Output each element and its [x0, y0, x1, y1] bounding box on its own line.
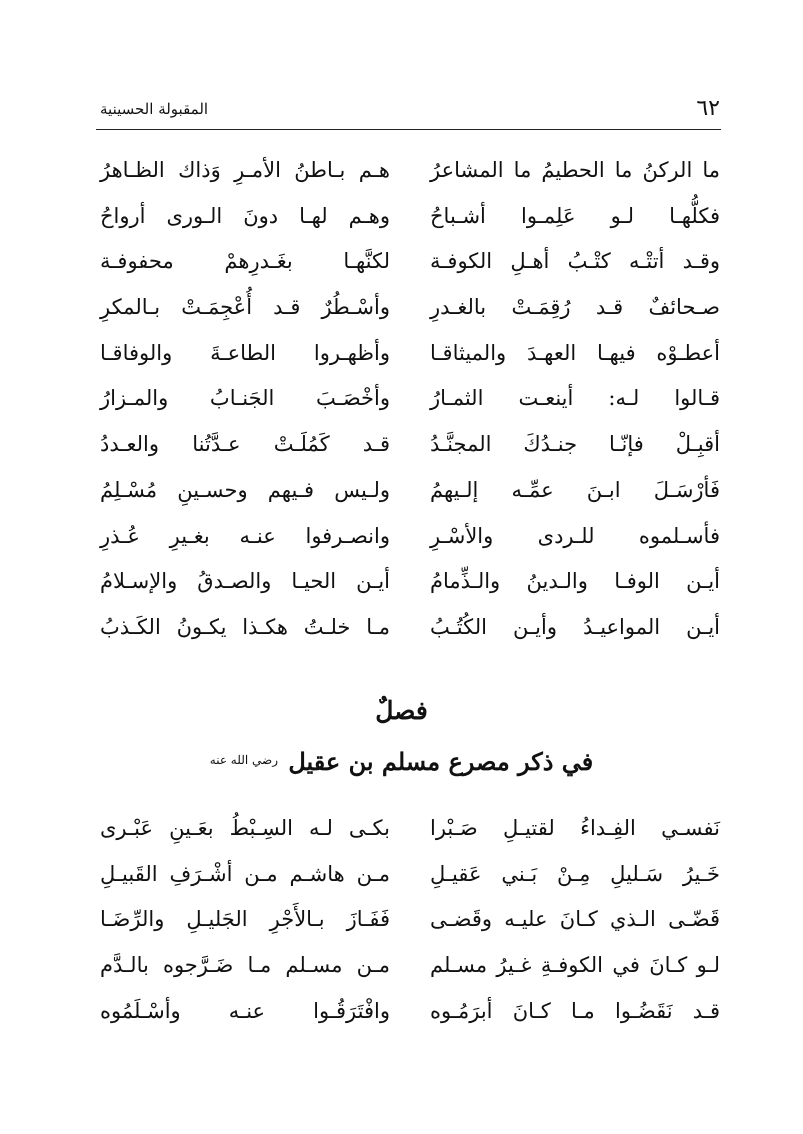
- verse-second-hemistich: ولـيس فـيهم وحسـينِ مُسْـلِمُ: [100, 477, 390, 502]
- verse-line: [100, 470, 720, 516]
- verse-second-hemistich: وهـم لهـا دونَ الـورى أرواحُ: [100, 203, 390, 228]
- section-title: فصلٌ: [375, 696, 428, 725]
- verse-first-hemistich: أيـن الوفـا والـدينُ والـذِّمامُ: [430, 569, 720, 594]
- verse-second-hemistich: أيـن الحيـا والصـدقُ والإسـلامُ: [100, 569, 390, 594]
- verse-first-hemistich: قـالوا لـه: أينعـت الثمـارُ: [430, 386, 720, 411]
- verse-line: [100, 241, 720, 287]
- verse-first-hemistich: قَضّـى الـذي كـانَ عليـه وقَضـى: [430, 907, 720, 932]
- verse-second-hemistich: لكنَّهـا بغَـدرِهمْ محفوفـة: [100, 249, 390, 274]
- verse-line: [100, 287, 720, 333]
- verse-first-hemistich: وقـد أتتْـه كتْـبُ أهـلِ الكوفـة: [430, 249, 720, 274]
- verse-second-hemistich: وأسْـطُرٌ قـد أُعْجِمَـتْ بـالمكرِ: [100, 295, 390, 320]
- verse-line: [100, 196, 720, 242]
- verse-line: [100, 854, 720, 900]
- verse-first-hemistich: نَفسـي الفِـداءُ لقتيـلِ صَـبْرا: [430, 816, 720, 840]
- verse-second-hemistich: فَفَـازَ بـالأَجْرِ الجَليـلِ والرِّضَـا: [100, 907, 390, 932]
- verse-second-hemistich: مـن مسـلم مـا ضَـرَّجوه بالـدَّم: [100, 953, 390, 978]
- verse-first-hemistich: أقبِـلْ فإنّـا جنـدُكَ المجنَّـدُ: [430, 432, 720, 457]
- verse-first-hemistich: صـحائفٌ قـد رُقِمَـتْ بالغـدرِ: [430, 295, 720, 320]
- page-number: ٦٢: [696, 96, 720, 121]
- verse-second-hemistich: مـن هاشـم مـن أشْـرَفِ القَبيـلِ: [100, 861, 390, 886]
- verse-first-hemistich: خَـيرُ سَـليلِ مِـنْ بَـني عَقيـلِ: [430, 861, 720, 886]
- verse-line: [100, 561, 720, 607]
- verse-line: [100, 991, 720, 1037]
- verse-first-hemistich: فكلُّهـا لـو عَلِمـوا أشـباحُ: [430, 203, 720, 228]
- header-rule: [96, 129, 721, 130]
- verse-second-hemistich: وافْتَرَقُـوا عنـه وأسْـلَمُوه: [100, 998, 390, 1023]
- verse-first-hemistich: أيـن المواعيـدُ وأيـن الكُتُـبُ: [430, 614, 720, 639]
- verse-line: [100, 516, 720, 562]
- verse-line: [100, 333, 720, 379]
- verse-second-hemistich: بكـى لـه السِـبْطُ بعَـينِ عَبْـرى: [100, 816, 390, 840]
- verse-first-hemistich: فأسـلموه للـردى والأسْـرِ: [430, 523, 720, 548]
- verse-line: [100, 424, 720, 470]
- verse-first-hemistich: قـد نَقَضُـوا مـا كـانَ أبرَمُـوه: [430, 998, 720, 1023]
- verse-second-hemistich: وانصـرفوا عنـه بغـيرِ عُـذرِ: [100, 523, 390, 548]
- section-subtitle-text: في ذكر مصرع مسلم بن عقيل: [288, 747, 594, 776]
- verse-line: [100, 150, 720, 196]
- verse-second-hemistich: هـم بـاطنُ الأمـرِ وَذاك الظـاهرُ: [100, 158, 390, 182]
- verse-second-hemistich: وأظهـروا الطاعـةَ والوفاقـا: [100, 340, 390, 365]
- verse-line: [100, 945, 720, 991]
- honorific-mark: رضي الله عنه: [209, 753, 278, 767]
- verse-second-hemistich: وأخْصَـبَ الجَنـابُ والمـزارُ: [100, 386, 390, 411]
- verse-first-hemistich: لـو كـانَ في الكوفـةِ غـيرُ مسـلم: [430, 953, 720, 978]
- verse-line: [100, 899, 720, 945]
- poem-second: [100, 808, 720, 1036]
- verse-first-hemistich: فَأرْسَـلَ ابـنَ عمِّـه إلـيهمُ: [430, 477, 720, 502]
- verse-line: [100, 808, 720, 854]
- running-head: المقبولة الحسينية: [100, 100, 209, 118]
- verse-second-hemistich: مـا خلـتُ هكـذا يكـونُ الكَـذبُ: [100, 614, 390, 639]
- verse-first-hemistich: أعطـوْه فيهـا العهـدَ والميثاقـا: [430, 340, 720, 365]
- verse-second-hemistich: قـد كَمُلَـتْ عـدَّتُنا والعـددُ: [100, 432, 390, 457]
- section-subtitle: [0, 747, 803, 776]
- verse-first-hemistich: ما الركنُ ما الحطيمُ ما المشاعرُ: [430, 158, 720, 182]
- verse-line: [100, 607, 720, 653]
- poem-first: [100, 150, 720, 653]
- verse-line: [100, 378, 720, 424]
